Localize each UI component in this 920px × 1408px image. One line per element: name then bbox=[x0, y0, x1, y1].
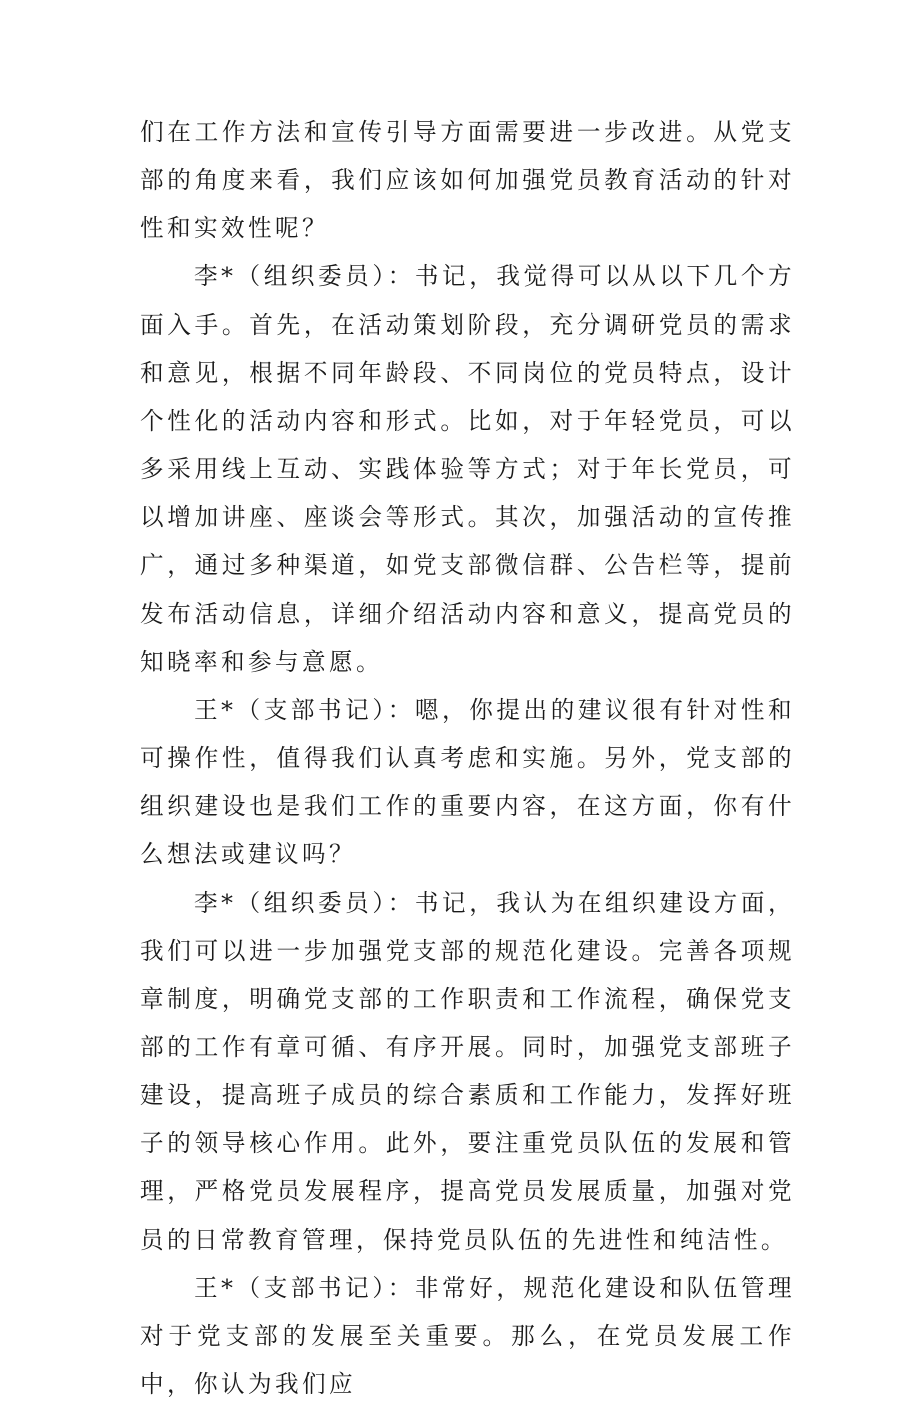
paragraph-wang-1: 王*（支部书记）：嗯，你提出的建议很有针对性和可操作性，值得我们认真考虑和实施。另外，党支部的组织建设也是我们工作的重要内容，在这方面，你有什么想法或建议吗？ bbox=[140, 695, 795, 869]
paragraph-wang-2: 王*（支部书记）：非常好，规范化建设和队伍管理对于党支部的发展至关重要。那么，在党员发展工作中，你认为我们应 bbox=[140, 1273, 795, 1399]
paragraph-li-2: 李*（组织委员）：书记，我认为在组织建设方面，我们可以进一步加强党支部的规范化建设。完善各项规章制度，明确党支部的工作职责和工作流程，确保党支部的工作有章可循、有序开展。同时，加强党支部班子建设，提高班子成员的综合素质和工作能力，发挥好班子的领导核心作用。此外，要注重党员队伍的发展和管理，严格党员发展程序，提高党员发展质量，加强对党员的日常教育管理，保持党员队伍的先进性和纯洁性。 bbox=[140, 888, 795, 1254]
document-body bbox=[140, 108, 795, 1408]
paragraph-continuation: 们在工作方法和宣传引导方面需要进一步改进。从党支部的角度来看，我们应该如何加强党员教育活动的针对性和实效性呢？ bbox=[140, 118, 795, 243]
paragraph-li-1: 李*（组织委员）：书记，我觉得可以从以下几个方面入手。首先，在活动策划阶段，充分调研党员的需求和意见，根据不同年龄段、不同岗位的党员特点，设计个性化的活动内容和形式。比如，对于年轻党员，可以多采用线上互动、实践体验等方式；对于年长党员，可以增加讲座、座谈会等形式。其次，加强活动的宣传推广，通过多种渠道，如党支部微信群、公告栏等，提前发布活动信息，详细介绍活动内容和意义，提高党员的知晓率和参与意愿。 bbox=[140, 262, 795, 676]
